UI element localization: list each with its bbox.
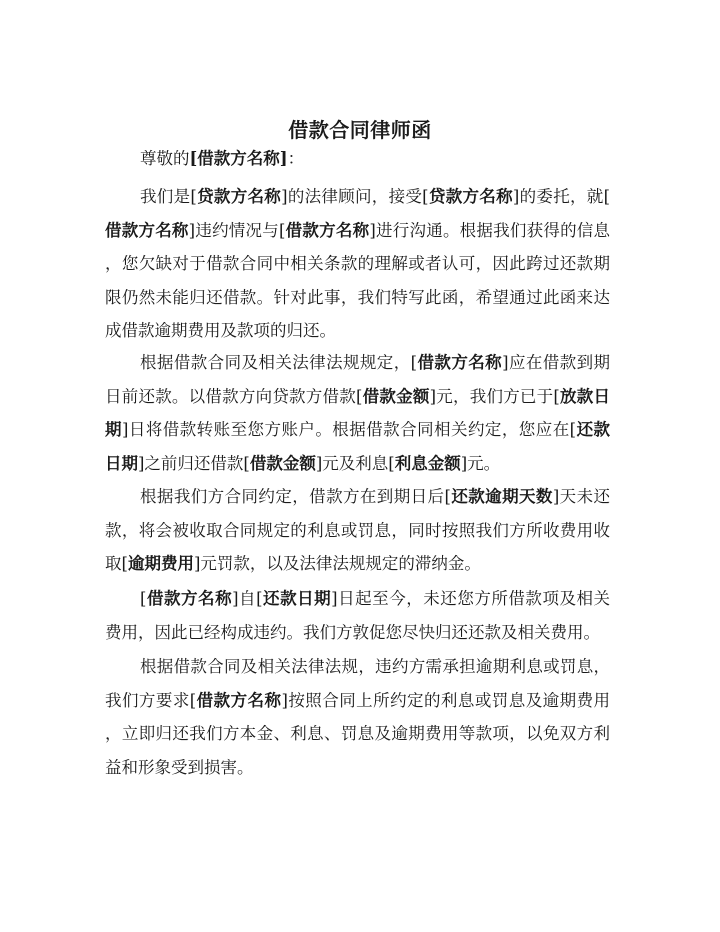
text-line [105, 447, 610, 481]
text-line [105, 413, 610, 447]
text-segment: ]元，我们方已于[ [429, 386, 560, 406]
placeholder-field: 借款方名称 [285, 220, 370, 240]
text-line [105, 214, 610, 248]
paragraph-5 [105, 650, 610, 784]
salutation [140, 148, 304, 170]
placeholder-field: 借款金额 [249, 453, 316, 473]
text-segment: 益和形象受到损害。 [105, 757, 254, 777]
text-line [105, 684, 610, 718]
text-segment: ]元及利息[ [315, 453, 395, 473]
placeholder-field: 日期 [105, 453, 138, 473]
placeholder-field: 贷款方名称 [428, 187, 513, 206]
text-line [105, 751, 610, 785]
text-segment: 根据借款合同及相关法律法规，违约方需承担逾期利息或罚息， [140, 657, 610, 676]
text-segment: 我们是[ [140, 187, 197, 206]
placeholder-field: 期 [105, 420, 122, 439]
text-segment: 限仍然未能归还借款。针对此事，我们特写此函，希望通过此函来达 [105, 287, 610, 307]
paragraph-2 [105, 346, 610, 480]
text-line [105, 281, 610, 315]
text-segment: ]天未还 [552, 487, 611, 506]
text-line [105, 314, 610, 348]
salutation-text: 尊敬的 [140, 149, 190, 168]
text-segment: ]按照合同上所约定的利息或罚息及逾期费用 [281, 690, 611, 710]
text-segment: ]应在借款到期 [502, 353, 611, 372]
placeholder-field: 逾期费用 [127, 554, 194, 573]
text-line [105, 616, 610, 650]
text-segment: 取[ [105, 554, 128, 573]
salutation-suffix: ： [287, 149, 305, 168]
text-line [105, 514, 610, 548]
text-line [105, 247, 610, 281]
placeholder-field: 借款方名称 [105, 220, 189, 240]
text-segment: 根据我们方合同约定，借款方在到期日后[ [140, 487, 451, 506]
placeholder-field: 还款逾期天数 [450, 487, 553, 506]
text-segment: ]进行沟通。根据我们获得的信息 [369, 220, 611, 240]
text-segment: 费用，因此已经构成违约。我们方敦促您尽快归还还款及相关费用。 [105, 622, 600, 642]
placeholder-field: 借款方名称 [196, 690, 282, 710]
text-line [105, 180, 610, 214]
text-segment: 日前还款。以借款方向贷款方借款[ [105, 386, 363, 406]
text-segment: ，您欠缺对于借款合同中相关条款的理解或者认可，因此跨过还款期 [105, 254, 610, 273]
text-segment: ]元罚款，以及法律法规规定的滞纳金。 [193, 554, 481, 573]
salutation-field: [借款方名称] [189, 149, 288, 168]
text-line [105, 547, 610, 581]
text-line [105, 480, 610, 514]
text-line [105, 717, 610, 751]
placeholder-field: 还款日期 [262, 589, 332, 608]
paragraph-4 [105, 582, 610, 649]
text-segment: ]的法律顾问，接受[ [281, 187, 429, 206]
text-segment: [ [140, 589, 147, 608]
text-segment: 成借款逾期费用及款项的归还。 [105, 321, 336, 340]
text-segment: ]违约情况与[ [188, 220, 286, 240]
placeholder-field: 放款日 [559, 386, 611, 406]
text-segment: 根据借款合同及相关法律法规规定，[ [140, 353, 418, 372]
placeholder-field: 贷款方名称 [196, 187, 282, 206]
text-segment: ]之前归还借款[ [138, 453, 250, 473]
placeholder-field: 还款 [576, 420, 611, 439]
text-segment: 款，将会被收取合同规定的利息或罚息，同时按照我们方所收费用收 [105, 520, 610, 540]
text-segment: ，立即归还我们方本金、利息、罚息及逾期费用等款项，以免双方利 [105, 724, 610, 743]
text-segment: ]的委托，就[ [512, 187, 611, 206]
text-segment: ]日将借款转账至您方账户。根据借款合同相关约定，您应在[ [121, 420, 577, 439]
placeholder-field: 借款方名称 [146, 589, 233, 608]
document-title: 借款合同律师函 [288, 118, 432, 142]
placeholder-field: 利息金额 [394, 453, 461, 473]
placeholder-field: 借款方名称 [417, 353, 503, 372]
text-line [105, 582, 610, 616]
text-segment: ]自[ [232, 589, 263, 608]
text-segment: 我们方要求[ [105, 690, 197, 710]
text-line [105, 650, 610, 684]
text-line [105, 380, 610, 414]
paragraph-1 [105, 180, 610, 348]
placeholder-field: 借款金额 [362, 386, 430, 406]
text-line [105, 346, 610, 380]
text-segment: ]元。 [460, 453, 501, 473]
text-segment: ]日起至今，未还您方所借款项及相关 [331, 589, 611, 608]
paragraph-3 [105, 480, 610, 581]
